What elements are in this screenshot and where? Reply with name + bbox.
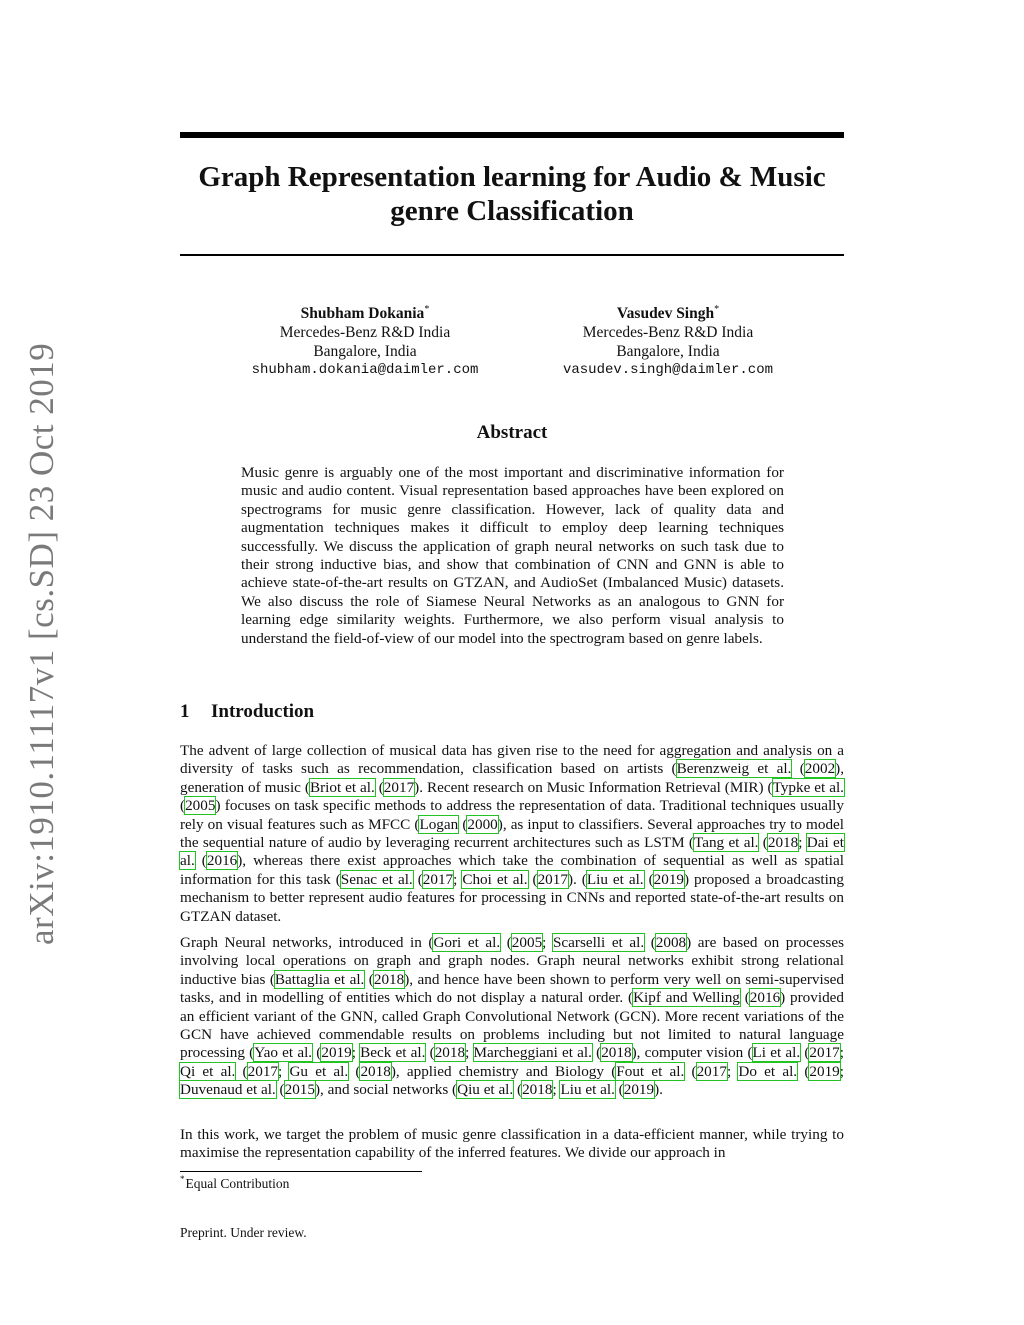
citation-link[interactable]: 2018 <box>373 970 405 988</box>
citation-link[interactable]: Battaglia et al. <box>274 970 365 988</box>
author-email[interactable]: vasudev.singh@daimler.com <box>562 362 774 379</box>
intro-paragraph-3: In this work, we target the problem of music genre classification in a data-efficient manner, while trying to maximise the representation capability of the inferred features. We divide our approach in <box>180 1126 844 1162</box>
author-email[interactable]: shubham.dokania@daimler.com <box>251 362 479 379</box>
citation-link[interactable]: Berenzweig et al. <box>676 760 792 778</box>
citation-link[interactable]: 2016 <box>206 852 238 870</box>
citation-link[interactable]: 2017 <box>537 870 568 888</box>
citation-link[interactable]: 2019 <box>653 870 684 888</box>
author-name: Vasudev Singh* <box>616 304 720 323</box>
citation-link[interactable]: Liu et al. <box>586 870 644 888</box>
citation-link[interactable]: 2017 <box>383 778 415 796</box>
intro-paragraph-2: Graph Neural networks, introduced in (Gori et al. (2005; Scarselli et al. (2008) are based on processes involving local operations on graph and graph nodes. Graph neural networks exhibit strong relational inductive bias (Battaglia et al. (2018), and hence have been shown to perform very well on semi-supervised tasks, and in modelling of entities which do not display a natural order. (Kipf and Welling (2016) provided an efficient variant of the GNN, called Graph Convolutional Network (GCN). More recent variations of the GCN have achieved commendable results on problems including but not limited to natural language processing (Yao et al. (2019; Beck et al. (2018; Marcheggiani et al. (2018), computer vision (Li et al. (2017; Qi et al. (2017; Gu et al. (2018), applied chemistry and Biology (Fout et al. (2017; Do et al. (2019; Duvenaud et al. (2015), and social networks (Qiu et al. (2018; Liu et al. (2019). <box>180 934 845 1099</box>
citation-link[interactable]: 2018 <box>522 1081 553 1099</box>
citation-link[interactable]: Gori et al. <box>433 934 501 951</box>
author-footnote-mark: * <box>714 304 720 315</box>
citation-link[interactable]: 2018 <box>360 1062 391 1080</box>
citation-link[interactable]: Typke et al. <box>772 778 844 796</box>
citation-link[interactable]: 2018 <box>601 1044 632 1062</box>
citation-link[interactable]: 2017 <box>809 1044 840 1062</box>
citation-link[interactable]: Scarselli et al. <box>552 934 645 951</box>
footnote-text: Equal Contribution <box>185 1176 290 1191</box>
citation-link[interactable]: Yao et al. <box>254 1044 313 1062</box>
citation-link[interactable]: Senac et al. <box>340 870 413 888</box>
author-affiliation: Mercedes-Benz R&D India <box>582 324 754 342</box>
author-location: Bangalore, India <box>616 343 720 361</box>
citation-link[interactable]: Do et al. <box>738 1062 798 1080</box>
author-location: Bangalore, India <box>313 343 417 361</box>
abstract-text: Music genre is arguably one of the most important and discriminative information for music and audio content. Visual representation based approaches have been explored on spectrograms for music genre classification. However, lack of quality data and augmentation techniques makes it difficult to employ deep learning techniques successfully. We discuss the application of graph neural networks on such task due to their strong inductive bias, and show that combination of CNN and GNN is able to achieve state-of-the-art results on GTZAN, and AudioSet (Imbalanced Music) datasets. We also discuss the role of Siamese Neural Networks as an analogous to GNN for learning edge similarity weights. Furthermore, we also perform visual analysis to understand the field-of-view of our model into the spectrogram based on genre labels. <box>241 464 784 647</box>
citation-link[interactable]: 2017 <box>696 1062 727 1080</box>
citation-link[interactable]: Qiu et al. <box>457 1081 514 1099</box>
citation-link[interactable]: Choi et al. <box>462 870 528 888</box>
author-block-1 <box>215 300 515 380</box>
citation-link[interactable]: Tang et al. <box>693 834 759 852</box>
arxiv-identifier: arXiv:1910.11117v1 [cs.SD] 23 Oct 2019 <box>22 342 61 945</box>
citation-link[interactable]: 2002 <box>804 760 836 778</box>
footnote <box>180 1176 289 1192</box>
author-name: Shubham Dokania* <box>300 304 430 323</box>
abstract-heading: Abstract <box>476 422 548 443</box>
citation-link[interactable]: 2016 <box>749 989 781 1007</box>
citation-link[interactable]: Gu et al. <box>289 1062 349 1080</box>
citation-link[interactable]: 2019 <box>809 1062 840 1080</box>
citation-link[interactable]: 2005 <box>511 934 543 951</box>
citation-link[interactable]: 2019 <box>623 1081 655 1099</box>
title-top-rule <box>180 132 844 138</box>
citation-link[interactable]: 2017 <box>422 870 454 888</box>
title-bottom-rule <box>180 254 844 256</box>
citation-link[interactable]: Liu et al. <box>560 1081 615 1099</box>
citation-link[interactable]: 2000 <box>467 815 498 833</box>
section-number: 1 <box>180 701 190 722</box>
footnote-rule <box>180 1171 422 1172</box>
citation-link[interactable]: 2015 <box>284 1081 315 1099</box>
preprint-notice: Preprint. Under review. <box>180 1225 307 1240</box>
citation-link[interactable]: 2019 <box>321 1044 352 1062</box>
author-block-2 <box>518 300 818 380</box>
citation-link[interactable]: Qi et al. <box>180 1062 236 1080</box>
citation-link[interactable]: Logan <box>419 815 459 833</box>
footnote-mark: * <box>180 1174 185 1184</box>
citation-link[interactable]: Marcheggiani et al. <box>473 1044 592 1062</box>
section-heading <box>180 701 314 723</box>
citation-link[interactable]: Beck et al. <box>360 1044 426 1062</box>
section-title: Introduction <box>211 701 315 722</box>
citation-link[interactable]: Li et al. <box>752 1044 801 1062</box>
citation-link[interactable]: Kipf and Welling <box>633 989 740 1007</box>
citation-link[interactable]: 2008 <box>655 934 687 951</box>
citation-link[interactable]: Briot et al. <box>309 778 375 796</box>
citation-link[interactable]: 2018 <box>767 834 799 852</box>
citation-link[interactable]: Fout et al. <box>616 1062 685 1080</box>
citation-link[interactable]: Duvenaud et al. <box>180 1081 276 1099</box>
citation-link[interactable]: Dai et al. <box>180 834 844 870</box>
author-affiliation: Mercedes-Benz R&D India <box>279 324 451 342</box>
citation-link[interactable]: 2005 <box>185 797 216 815</box>
paper-title: Graph Representation learning for Audio & Music genre Classification <box>198 161 826 227</box>
author-footnote-mark: * <box>424 304 430 315</box>
citation-link[interactable]: 2018 <box>434 1044 466 1062</box>
citation-link[interactable]: 2017 <box>247 1062 278 1080</box>
intro-paragraph-1: The advent of large collection of musical data has given rise to the need for aggregation and analysis on a diversity of tasks such as recommendation, classification based on artists (Berenzweig et al. (2002), generation of music (Briot et al. (2017). Recent research on Music Information Retrieval (MIR) (Typke et al. (2005) focuses on task specific methods to address the representation of data. Traditional techniques usually rely on visual features such as MFCC (Logan (2000), as input to classifiers. Several approaches try to model the sequential nature of audio by leveraging recurrent architectures such as LSTM (Tang et al. (2018; Dai et al. (2016), whereas there exist approaches which take the combination of sequential as well as spatial information for this task (Senac et al. (2017; Choi et al. (2017). (Liu et al. (2019) proposed a broadcasting mechanism to better represent audio features for processing in CNNs and reported state-of-the-art results on GTZAN dataset. <box>180 742 845 925</box>
